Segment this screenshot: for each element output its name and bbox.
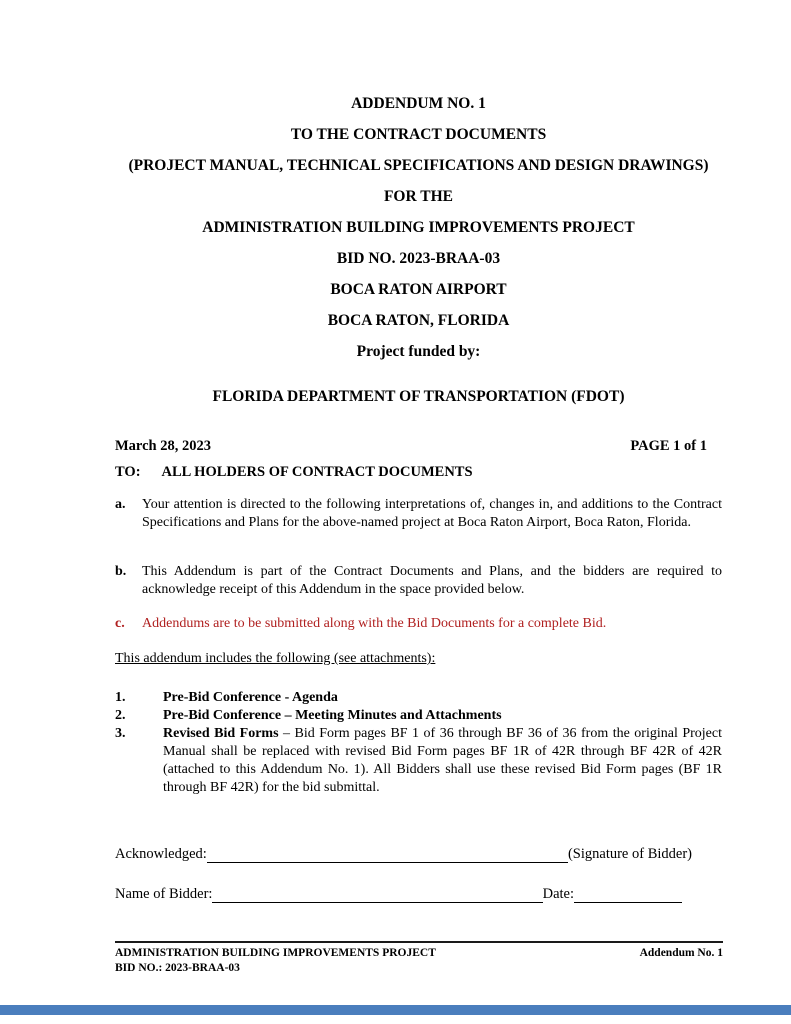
to-label: TO: [115,464,141,480]
title-line-addendum-no: ADDENDUM NO. 1 [351,95,486,112]
paragraph-a-text: Your attention is directed to the following interpretations of, changes in, and additions to the Contract Specifications and Plans for the above-named project at Boca Raton Airport, Boca Raton, Florida. [142,497,722,530]
attachments-list [115,689,722,797]
acknowledged-row [115,846,692,863]
bottom-accent-bar [0,1005,791,1015]
attachment-3-rest: – Bid Form pages BF 1 of 36 through BF 36 of 36 from the original Project Manual shall be replaced with revised Bid Form pages BF 1R of 42R through BF 42R of 42R (attached to this Addendum No. 1). All Bidders shall use these revised Bid Form pages (BF 1R through BF 42R) for the bid submittal. [163,726,722,795]
attachment-2-title: Pre-Bid Conference – Meeting Minutes and Attachments [163,708,502,723]
attachment-3-body [163,725,722,797]
title-line-city-state: BOCA RATON, FLORIDA [327,312,510,329]
paragraph-a-label: a. [115,497,126,512]
paragraph-c-label: c. [115,616,125,631]
attachment-3-title: Revised Bid Forms [163,726,284,741]
attachment-1-number: 1. [115,690,126,705]
acknowledged-signature-line [207,846,568,863]
attachment-item-1 [115,689,722,707]
to-value: ALL HOLDERS OF CONTRACT DOCUMENTS [161,464,473,480]
name-of-bidder-line [212,886,542,903]
paragraph-b-text: This Addendum is part of the Contract Documents and Plans, and the bidders are required to acknowledge receipt of this Addendum in the space provided below. [142,564,722,597]
attachment-2-body [163,707,722,725]
footer-bid-no: BID NO.: 2023-BRAA-03 [115,962,240,974]
footer-left-block [115,946,436,976]
footer [115,941,723,976]
attachment-1-body [163,689,722,707]
signature-caption: (Signature of Bidder) [567,846,692,862]
title-line-project-manual: (PROJECT MANUAL, TECHNICAL SPECIFICATIONS AND DESIGN DRAWINGS) [128,157,709,174]
footer-addendum-label: Addendum No. 1 [639,947,723,959]
name-of-bidder-row [115,886,682,903]
attachment-2-number: 2. [115,708,126,723]
date-line [574,886,682,903]
attachment-3-number: 3. [115,726,126,741]
paragraph-b-label: b. [115,564,127,579]
attachment-item-3 [115,725,722,797]
name-of-bidder-label: Name of Bidder: [115,886,213,902]
title-block [115,88,722,412]
attachment-item-2 [115,707,722,725]
page-indicator: PAGE 1 of 1 [630,438,707,454]
document-date: March 28, 2023 [115,438,211,454]
title-line-airport: BOCA RATON AIRPORT [330,281,507,298]
includes-heading: This addendum includes the following (see attachments): [115,651,436,666]
paragraph-c-text: Addendums are to be submitted along with the Bid Documents for a complete Bid. [142,616,607,631]
title-line-bid-no: BID NO. 2023-BRAA-03 [336,250,501,267]
footer-project-name: ADMINISTRATION BUILDING IMPROVEMENTS PROJECT [115,947,436,959]
to-row [115,464,722,481]
acknowledged-label: Acknowledged: [115,846,207,862]
paragraph-a [115,496,722,532]
paragraph-b [115,563,722,599]
funder-name: FLORIDA DEPARTMENT OF TRANSPORTATION (FDOT) [212,388,625,405]
paragraph-c [115,615,722,633]
attachment-1-title: Pre-Bid Conference - Agenda [163,690,338,705]
title-line-funded-by: Project funded by: [356,343,481,360]
title-line-project-name: ADMINISTRATION BUILDING IMPROVEMENTS PROJECT [202,219,635,236]
title-line-contract-documents: TO THE CONTRACT DOCUMENTS [290,126,547,143]
title-line-for-the: FOR THE [383,188,454,205]
date-label: Date: [542,886,574,902]
meta-row [115,438,707,455]
